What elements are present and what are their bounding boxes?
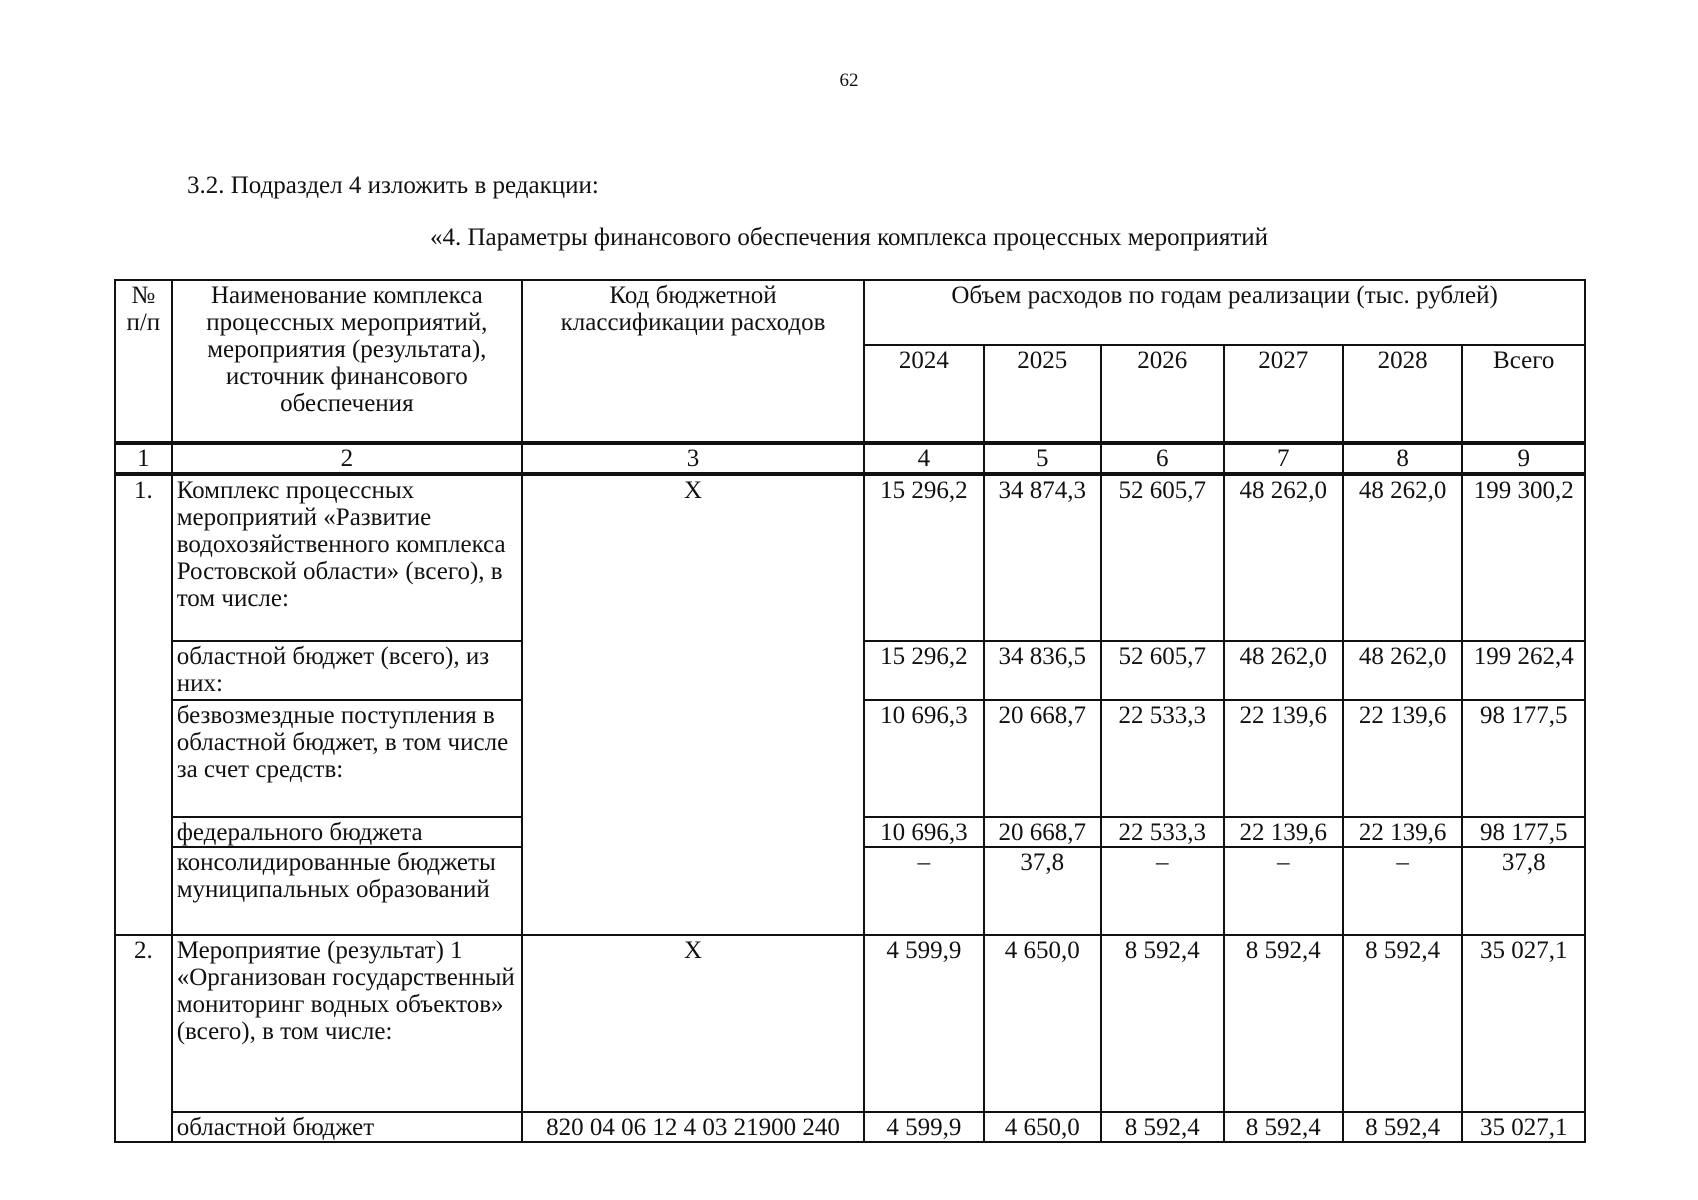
value-cell: 199 300,2 bbox=[1462, 474, 1585, 641]
value-cell: 4 599,9 bbox=[864, 1112, 983, 1142]
header-code: Код бюджетной классификации расходов bbox=[522, 280, 864, 443]
value-cell: 48 262,0 bbox=[1224, 641, 1343, 700]
value-cell: 8 592,4 bbox=[1224, 935, 1343, 1112]
value-cell: 8 592,4 bbox=[1343, 1112, 1462, 1142]
value-cell: 8 592,4 bbox=[1343, 935, 1462, 1112]
value-cell: 199 262,4 bbox=[1462, 641, 1585, 700]
value-cell: 98 177,5 bbox=[1462, 817, 1585, 847]
value-cell: 48 262,0 bbox=[1224, 474, 1343, 641]
col-number: 7 bbox=[1224, 443, 1343, 474]
value-cell: 52 605,7 bbox=[1101, 641, 1223, 700]
col-number: 5 bbox=[984, 443, 1101, 474]
col-number: 1 bbox=[115, 443, 172, 474]
value-cell: 37,8 bbox=[1462, 847, 1585, 935]
value-cell: 10 696,3 bbox=[864, 700, 983, 817]
column-number-row bbox=[115, 443, 1585, 474]
value-cell: 98 177,5 bbox=[1462, 700, 1585, 817]
row-name: областной бюджет bbox=[172, 1112, 522, 1142]
header-total: Всего bbox=[1462, 345, 1585, 443]
header-year: 2028 bbox=[1343, 345, 1462, 443]
value-cell: 8 592,4 bbox=[1224, 1112, 1343, 1142]
value-cell: 22 139,6 bbox=[1224, 817, 1343, 847]
value-cell: – bbox=[1343, 847, 1462, 935]
value-cell: 37,8 bbox=[984, 847, 1101, 935]
header-year: 2026 bbox=[1101, 345, 1223, 443]
row-name: безвозмездные поступления в областной бюджет, в том числе за счет средств: bbox=[172, 700, 522, 817]
row-code: Х bbox=[522, 935, 864, 1112]
col-number: 4 bbox=[864, 443, 983, 474]
value-cell: – bbox=[864, 847, 983, 935]
value-cell: 34 874,3 bbox=[984, 474, 1101, 641]
row-code: 820 04 06 12 4 03 21900 240 bbox=[522, 1112, 864, 1142]
col-number: 9 bbox=[1462, 443, 1585, 474]
table-title: «4. Параметры финансового обеспечения комплекса процессных мероприятий bbox=[429, 224, 1269, 251]
header-name: Наименование комплекса процессных мероприятий, мероприятия (результата), источник финансового обеспечения bbox=[172, 280, 522, 443]
row-name: консолидированные бюджеты муниципальных образований bbox=[172, 847, 522, 935]
intro-text: 3.2. Подраздел 4 изложить в редакции: bbox=[187, 172, 599, 199]
value-cell: 48 262,0 bbox=[1343, 641, 1462, 700]
value-cell: 35 027,1 bbox=[1462, 1112, 1585, 1142]
financial-table bbox=[114, 279, 1586, 1143]
header-year: 2027 bbox=[1224, 345, 1343, 443]
value-cell: 22 139,6 bbox=[1224, 700, 1343, 817]
header-year: 2024 bbox=[864, 345, 983, 443]
row-name: Комплекс процессных мероприятий «Развитие водохозяйственного комплекса Ростовской области» (всего), в том числе: bbox=[172, 474, 522, 641]
value-cell: 8 592,4 bbox=[1101, 1112, 1223, 1142]
table-row bbox=[115, 1112, 1585, 1142]
table-row bbox=[115, 474, 1585, 641]
value-cell: 20 668,7 bbox=[984, 817, 1101, 847]
col-number: 3 bbox=[522, 443, 864, 474]
value-cell: 22 139,6 bbox=[1343, 817, 1462, 847]
value-cell: 15 296,2 bbox=[864, 474, 983, 641]
value-cell: 22 139,6 bbox=[1343, 700, 1462, 817]
value-cell: 22 533,3 bbox=[1101, 817, 1223, 847]
header-year: 2025 bbox=[984, 345, 1101, 443]
value-cell: 4 599,9 bbox=[864, 935, 983, 1112]
value-cell: 52 605,7 bbox=[1101, 474, 1223, 641]
row-num: 1. bbox=[115, 474, 172, 935]
row-num: 2. bbox=[115, 935, 172, 1142]
value-cell: 4 650,0 bbox=[984, 1112, 1101, 1142]
value-cell: 22 533,3 bbox=[1101, 700, 1223, 817]
value-cell: 8 592,4 bbox=[1101, 935, 1223, 1112]
row-name: областной бюджет (всего), из них: bbox=[172, 641, 522, 700]
value-cell: 15 296,2 bbox=[864, 641, 983, 700]
table-row bbox=[115, 935, 1585, 1112]
value-cell: 34 836,5 bbox=[984, 641, 1101, 700]
col-number: 6 bbox=[1101, 443, 1223, 474]
col-number: 8 bbox=[1343, 443, 1462, 474]
page-number: 62 bbox=[839, 70, 859, 91]
header-volume: Объем расходов по годам реализации (тыс. рублей) bbox=[864, 280, 1585, 345]
value-cell: 10 696,3 bbox=[864, 817, 983, 847]
value-cell: 4 650,0 bbox=[984, 935, 1101, 1112]
value-cell: 20 668,7 bbox=[984, 700, 1101, 817]
col-number: 2 bbox=[172, 443, 522, 474]
value-cell: 35 027,1 bbox=[1462, 935, 1585, 1112]
value-cell: – bbox=[1101, 847, 1223, 935]
value-cell: – bbox=[1224, 847, 1343, 935]
row-name: Мероприятие (результат) 1 «Организован государственный мониторинг водных объектов» (всего), в том числе: bbox=[172, 935, 522, 1112]
row-code: Х bbox=[522, 474, 864, 935]
row-name: федерального бюджета bbox=[172, 817, 522, 847]
header-num: № п/п bbox=[115, 280, 172, 443]
value-cell: 48 262,0 bbox=[1343, 474, 1462, 641]
